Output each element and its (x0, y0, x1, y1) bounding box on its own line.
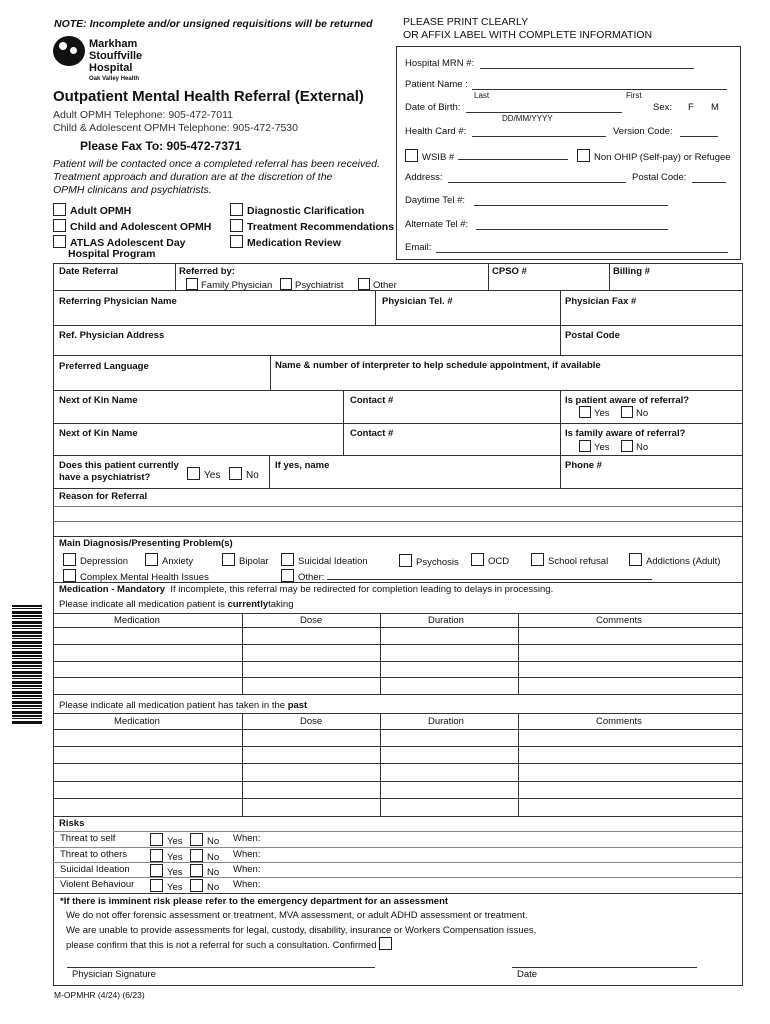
logo-line-1: Markham (89, 38, 138, 50)
unable-note-2: please confirm that this is not a referral for such a consultation. Confirmed (66, 937, 396, 951)
risk-suicidal-when: When: (233, 864, 261, 875)
diag-other[interactable]: Other: (281, 569, 324, 583)
date-field[interactable] (512, 967, 697, 968)
physician-fax-label: Physician Fax # (565, 296, 637, 307)
checkbox[interactable] (150, 849, 163, 862)
current-medication-label: Please indicate all medication patient is currentlytaking (59, 599, 294, 610)
mrn-label: Hospital MRN #: (405, 58, 475, 69)
postal-field[interactable] (692, 182, 726, 183)
health-card-label: Health Card #: (405, 126, 467, 137)
next-of-kin-2-label: Next of Kin Name (59, 428, 138, 439)
has-psychiatrist-yes[interactable]: Yes (187, 467, 220, 481)
diag-ocd[interactable]: OCD (471, 553, 509, 567)
preferred-language-label: Preferred Language (59, 361, 149, 372)
risk-self-no[interactable]: No (190, 833, 219, 847)
no-forensic-note: We do not offer forensic assessment or treatment, MVA assessment, or adult ADHD assessment or treatment. (66, 910, 528, 921)
family-aware-no[interactable]: No (621, 440, 648, 453)
checkbox[interactable] (63, 553, 76, 566)
signature-label: Physician Signature (72, 969, 156, 980)
risk-label-violent: Violent Behaviour (60, 879, 135, 890)
service-medication[interactable]: Medication Review (230, 235, 341, 249)
psychiatrist-question-2: have a psychiatrist? (59, 472, 151, 483)
checkbox[interactable] (222, 553, 235, 566)
checkbox[interactable] (629, 553, 642, 566)
has-psychiatrist-no[interactable]: No (229, 467, 259, 481)
form-title: Outpatient Mental Health Referral (External) (53, 88, 364, 105)
checkbox[interactable] (621, 406, 633, 418)
signature-field[interactable] (67, 967, 375, 968)
next-of-kin-1-label: Next of Kin Name (59, 395, 138, 406)
referred-other[interactable]: Other (358, 278, 397, 291)
past-medication-label: Please indicate all medication patient has taken in the past (59, 700, 308, 711)
intro-3: OPMH clinicans and psychiatrists. (53, 184, 212, 196)
checkbox[interactable] (187, 467, 200, 480)
sex-m[interactable]: M (711, 102, 719, 113)
risks-label: Risks (59, 818, 85, 829)
checkbox[interactable] (577, 149, 590, 162)
medication-mandatory: Medication - Mandatory If incomplete, this referral may be redirected for completion leading to delays in processing. (59, 584, 554, 595)
version-field[interactable] (680, 136, 718, 137)
sex-label: Sex: (653, 102, 673, 113)
barcode (12, 605, 42, 725)
child-phone: Child & Adolescent OPMH Telephone: 905-472-7530 (53, 122, 298, 134)
checkbox[interactable] (579, 440, 591, 452)
postal-code-label: Postal Code (565, 330, 620, 341)
incomplete-note: NOTE: Incomplete and/or unsigned requisitions will be returned (54, 18, 373, 30)
postal-label: Postal Code: (632, 172, 687, 183)
diag-other-field[interactable] (327, 579, 652, 580)
email-label: Email: (405, 242, 432, 253)
checkbox[interactable] (150, 833, 163, 846)
risk-others-when: When: (233, 849, 261, 860)
family-aware-label: Is family aware of referral? (565, 428, 686, 439)
non-ohip[interactable]: Non OHIP (Self-pay) or Refugee (577, 149, 731, 163)
service-diagnostic[interactable]: Diagnostic Clarification (230, 203, 364, 217)
risk-suicidal-yes[interactable]: Yes (150, 864, 183, 878)
dob-label: Date of Birth: (405, 102, 461, 113)
checkbox[interactable] (190, 849, 203, 862)
risk-violent-when: When: (233, 879, 261, 890)
checkbox[interactable] (280, 278, 292, 290)
wsib[interactable]: WSIB # (405, 149, 454, 163)
date-referral-label: Date Referral (59, 266, 119, 277)
referring-physician-label: Referring Physician Name (59, 296, 177, 307)
daytime-tel-label: Daytime Tel #: (405, 195, 466, 206)
diag-anxiety[interactable]: Anxiety (145, 553, 193, 567)
family-aware-yes[interactable]: Yes (579, 440, 610, 453)
patient-name-field[interactable] (472, 89, 727, 90)
past-col-medication: Medication (114, 716, 160, 727)
interpreter-label: Name & number of interpreter to help schedule appointment, if available (275, 360, 601, 371)
checkbox[interactable] (229, 467, 242, 480)
risk-label-self: Threat to self (60, 833, 116, 844)
version-label: Version Code: (613, 126, 673, 137)
date-label: Date (517, 969, 538, 980)
checkbox[interactable] (53, 203, 66, 216)
checkbox[interactable] (230, 203, 243, 216)
past-col-duration: Duration (428, 716, 464, 727)
billing-label: Billing # (613, 266, 650, 277)
risk-violent-yes[interactable]: Yes (150, 879, 183, 893)
program-atlas-2: Hospital Program (68, 248, 156, 260)
checkbox[interactable] (531, 553, 544, 566)
checkbox[interactable] (190, 833, 203, 846)
checkbox[interactable] (53, 235, 66, 248)
referred-by-label: Referred by: (179, 266, 235, 277)
checkbox[interactable] (145, 553, 158, 566)
health-card-field[interactable] (472, 136, 606, 137)
main-diagnosis-label: Main Diagnosis/Presenting Problem(s) (59, 538, 233, 549)
confirmed-checkbox[interactable] (379, 937, 392, 950)
diag-bipolar[interactable]: Bipolar (222, 553, 269, 567)
checkbox[interactable] (186, 278, 198, 290)
patient-aware-yes[interactable]: Yes (579, 406, 610, 419)
risk-violent-no[interactable]: No (190, 879, 219, 893)
last-label: Last (474, 91, 490, 100)
daytime-tel-field[interactable] (474, 205, 668, 206)
checkbox[interactable] (63, 569, 76, 582)
referred-family-physician[interactable]: Family Physician (186, 278, 272, 291)
patient-aware-label: Is patient aware of referral? (565, 395, 690, 406)
current-col-duration: Duration (428, 615, 464, 626)
checkbox[interactable] (579, 406, 591, 418)
print-note-1: PLEASE PRINT CLEARLY (403, 16, 529, 28)
program-atlas[interactable]: ATLAS Adolescent Day (53, 235, 186, 249)
checkbox[interactable] (281, 553, 294, 566)
form-code: M-OPMHR (4/24) (6/23) (54, 990, 145, 1000)
risk-label-others: Threat to others (60, 849, 128, 860)
checkbox[interactable] (358, 278, 370, 290)
diag-suicidal[interactable]: Suicidal Ideation (281, 553, 368, 567)
mrn-field[interactable] (480, 68, 694, 69)
fax-number: Please Fax To: 905-472-7371 (80, 139, 242, 153)
risk-suicidal-no[interactable]: No (190, 864, 219, 878)
risk-self-when: When: (233, 833, 261, 844)
logo-line-3: Hospital (89, 62, 133, 74)
current-col-dose: Dose (300, 615, 323, 626)
risk-label-suicidal: Suicidal Ideation (60, 864, 130, 875)
dob-format: DD/MM/YYYY (502, 114, 553, 123)
adult-phone: Adult OPMH Telephone: 905-472-7011 (53, 109, 233, 121)
physician-tel-label: Physician Tel. # (382, 296, 453, 307)
checkbox[interactable] (230, 235, 243, 248)
diag-psychosis[interactable]: Psychosis (399, 554, 459, 568)
risk-self-yes[interactable]: Yes (150, 833, 183, 847)
checkbox[interactable] (53, 219, 66, 232)
checkbox[interactable] (621, 440, 633, 452)
current-col-comments: Comments (596, 615, 642, 626)
physician-address-label: Ref. Physician Address (59, 330, 165, 341)
checkbox[interactable] (150, 864, 163, 877)
patient-aware-no[interactable]: No (621, 406, 648, 419)
diag-addictions[interactable]: Addictions (Adult) (629, 553, 720, 567)
logo-line-2: Stouffville (89, 50, 143, 62)
email-field[interactable] (436, 252, 728, 253)
address-label: Address: (405, 172, 443, 183)
current-col-medication: Medication (114, 615, 160, 626)
contact-2-label: Contact # (350, 428, 394, 439)
reason-label: Reason for Referral (59, 491, 148, 502)
first-label: First (626, 91, 642, 100)
diag-complex[interactable]: Complex Mental Health Issues (63, 569, 209, 583)
psychiatrist-question-1: Does this patient currently (59, 460, 179, 471)
referred-psychiatrist[interactable]: Psychiatrist (280, 278, 344, 291)
if-yes-name-label: If yes, name (275, 460, 330, 471)
alt-tel-label: Alternate Tel #: (405, 219, 469, 230)
alt-tel-field[interactable] (476, 229, 668, 230)
intro-1: Patient will be contacted once a completed referral has been received. (53, 158, 380, 170)
risk-others-yes[interactable]: Yes (150, 849, 183, 863)
service-treatment[interactable]: Treatment Recommendations (230, 219, 394, 233)
diag-depression[interactable]: Depression (63, 553, 128, 567)
diag-school-refusal[interactable]: School refusal (531, 553, 608, 567)
print-note-2: OR AFFIX LABEL WITH COMPLETE INFORMATION (403, 29, 653, 41)
patient-name-label: Patient Name : (405, 79, 468, 90)
past-col-comments: Comments (596, 716, 642, 727)
wsib-field[interactable] (458, 159, 568, 160)
checkbox[interactable] (405, 149, 418, 162)
intro-2: Treatment approach and duration are at the discretion of the (53, 171, 333, 183)
hospital-logo-icon (53, 36, 85, 66)
checkbox[interactable] (281, 569, 294, 582)
logo-sub: Oak Valley Health (89, 76, 140, 82)
checkbox[interactable] (190, 864, 203, 877)
unable-note-1: We are unable to provide assessments for legal, custody, disability, insurance or Workers Compensation issues, (66, 925, 537, 936)
checkbox[interactable] (150, 879, 163, 892)
checkbox[interactable] (471, 553, 484, 566)
phone-label: Phone # (565, 460, 602, 471)
past-col-dose: Dose (300, 716, 323, 727)
checkbox[interactable] (399, 554, 412, 567)
cpso-label: CPSO # (492, 266, 527, 277)
imminent-risk-note: *If there is imminent risk please refer to the emergency department for an assessment (60, 896, 449, 907)
sex-f[interactable]: F (688, 102, 694, 113)
checkbox[interactable] (190, 879, 203, 892)
program-child[interactable]: Child and Adolescent OPMH (53, 219, 211, 233)
program-adult[interactable]: Adult OPMH (53, 203, 131, 217)
contact-1-label: Contact # (350, 395, 394, 406)
risk-others-no[interactable]: No (190, 849, 219, 863)
checkbox[interactable] (230, 219, 243, 232)
address-field[interactable] (448, 182, 626, 183)
